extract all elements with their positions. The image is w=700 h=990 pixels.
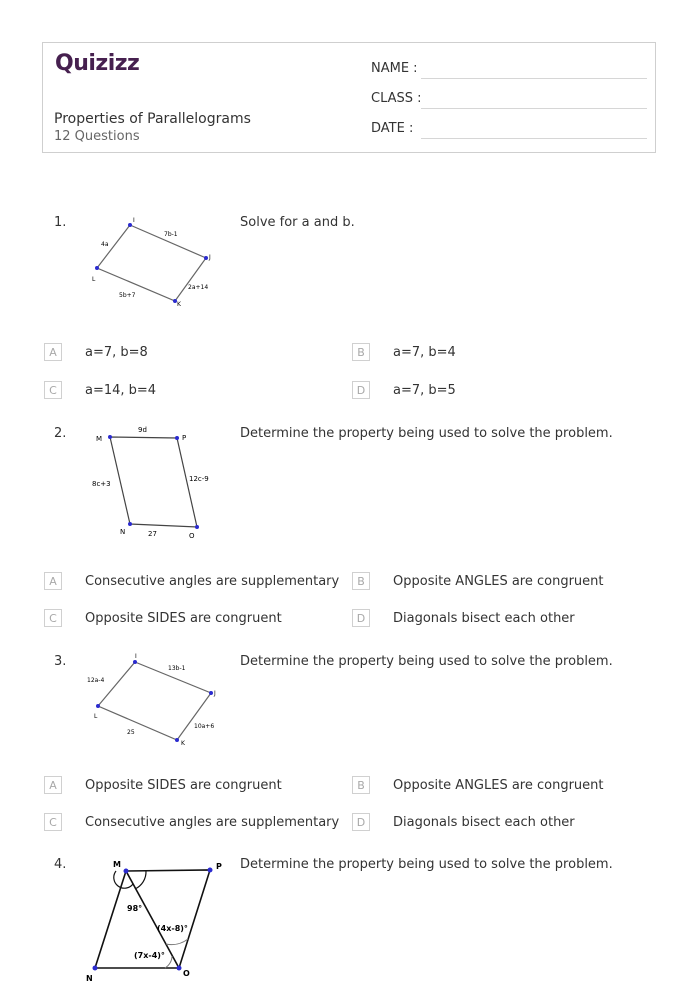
option-text: Opposite SIDES are congruent: [85, 778, 282, 793]
vertex-label: M: [96, 435, 103, 443]
question-number: 1.: [54, 215, 67, 230]
option-text: a=7, b=5: [393, 383, 456, 398]
option-text: Opposite ANGLES are congruent: [393, 778, 604, 793]
vertex-point: [96, 704, 100, 708]
option-letter: C: [44, 609, 62, 627]
angle-arc: [166, 939, 188, 945]
option-letter: B: [352, 343, 370, 361]
side-label: 9d: [138, 426, 147, 434]
option-letter: B: [352, 776, 370, 794]
question-text: Determine the property being used to solve the problem.: [240, 857, 613, 872]
side-label: 7b-1: [164, 231, 178, 238]
vertex-point: [108, 435, 112, 439]
option-text: a=14, b=4: [85, 383, 157, 398]
option-letter: D: [352, 813, 370, 831]
option-text: a=7, b=8: [85, 345, 148, 360]
vertex-label: N: [120, 528, 126, 536]
parallelogram-figure: [80, 420, 230, 545]
vertex-point: [124, 869, 129, 874]
option-text: Opposite SIDES are congruent: [85, 611, 282, 626]
question-text: Solve for a and b.: [240, 215, 355, 230]
class-field[interactable]: [421, 108, 647, 109]
vertex-label: O: [183, 969, 190, 978]
vertex-label: P: [182, 434, 187, 442]
vertex-label: L: [92, 276, 96, 283]
vertex-label: J: [209, 254, 211, 261]
question-number: 2.: [54, 426, 67, 441]
name-field[interactable]: [421, 78, 647, 79]
side-label: 13b-1: [168, 665, 186, 672]
option-letter: D: [352, 609, 370, 627]
option-letter: A: [44, 572, 62, 590]
option-text: Consecutive angles are supplementary: [85, 574, 340, 589]
vertex-point: [195, 525, 199, 529]
vertex-label: J: [214, 690, 216, 697]
angle-label: (7x-4)°: [134, 951, 165, 960]
angle-label: (4x-8)°: [157, 924, 188, 933]
vertex-point: [93, 966, 98, 971]
name-label: NAME :: [371, 61, 418, 76]
vertex-point: [209, 691, 213, 695]
question-number: 4.: [54, 857, 67, 872]
vertex-point: [208, 868, 213, 873]
vertex-point: [133, 660, 137, 664]
side-label: 8c+3: [92, 480, 111, 488]
vertex-point: [95, 266, 99, 270]
vertex-point: [128, 223, 132, 227]
question-count: 12 Questions: [54, 129, 140, 144]
parallelogram-figure: [80, 855, 230, 990]
class-label: CLASS :: [371, 91, 422, 106]
side-label: 12a-4: [87, 677, 105, 684]
option-text: Consecutive angles are supplementary: [85, 815, 340, 830]
side-label: 4a: [101, 241, 109, 248]
side-label: 25: [127, 729, 135, 736]
vertex-label: K: [177, 301, 181, 308]
parallelogram-figure: [80, 215, 230, 315]
vertex-point: [204, 256, 208, 260]
vertex-label: O: [189, 532, 195, 540]
worksheet-title: Properties of Parallelograms: [54, 111, 251, 127]
side-label: 5b+7: [119, 292, 136, 299]
vertex-label: I: [133, 217, 135, 224]
vertex-label: P: [216, 862, 222, 871]
option-text: Opposite ANGLES are congruent: [393, 574, 604, 589]
parallelogram-figure: [80, 650, 230, 750]
option-letter: D: [352, 381, 370, 399]
vertex-label: K: [181, 740, 185, 747]
worksheet-header: [42, 42, 656, 153]
option-text: Diagonals bisect each other: [393, 611, 575, 626]
angle-arc: [135, 871, 146, 889]
side-label: 27: [148, 530, 157, 538]
option-text: Diagonals bisect each other: [393, 815, 575, 830]
side-label: 10a+6: [194, 723, 215, 730]
vertex-label: L: [94, 713, 98, 720]
side-label: 12c-9: [189, 475, 209, 483]
vertex-point: [175, 436, 179, 440]
angle-arc: [165, 956, 172, 968]
date-field[interactable]: [421, 138, 647, 139]
option-letter: B: [352, 572, 370, 590]
quizizz-logo: Quizizz: [55, 51, 140, 76]
vertex-label: M: [113, 860, 121, 869]
option-letter: A: [44, 776, 62, 794]
question-number: 3.: [54, 654, 67, 669]
vertex-point: [175, 738, 179, 742]
vertex-point: [128, 522, 132, 526]
option-letter: C: [44, 381, 62, 399]
angle-label: 98°: [127, 904, 143, 913]
question-text: Determine the property being used to solve the problem.: [240, 426, 613, 441]
vertex-label: N: [86, 974, 93, 983]
parallelogram-outline: [110, 437, 197, 527]
option-letter: A: [44, 343, 62, 361]
date-label: DATE :: [371, 121, 414, 136]
option-letter: C: [44, 813, 62, 831]
vertex-label: I: [135, 653, 137, 660]
option-text: a=7, b=4: [393, 345, 456, 360]
question-text: Determine the property being used to solve the problem.: [240, 654, 613, 669]
vertex-point: [177, 966, 182, 971]
side-label: 2a+14: [188, 284, 209, 291]
